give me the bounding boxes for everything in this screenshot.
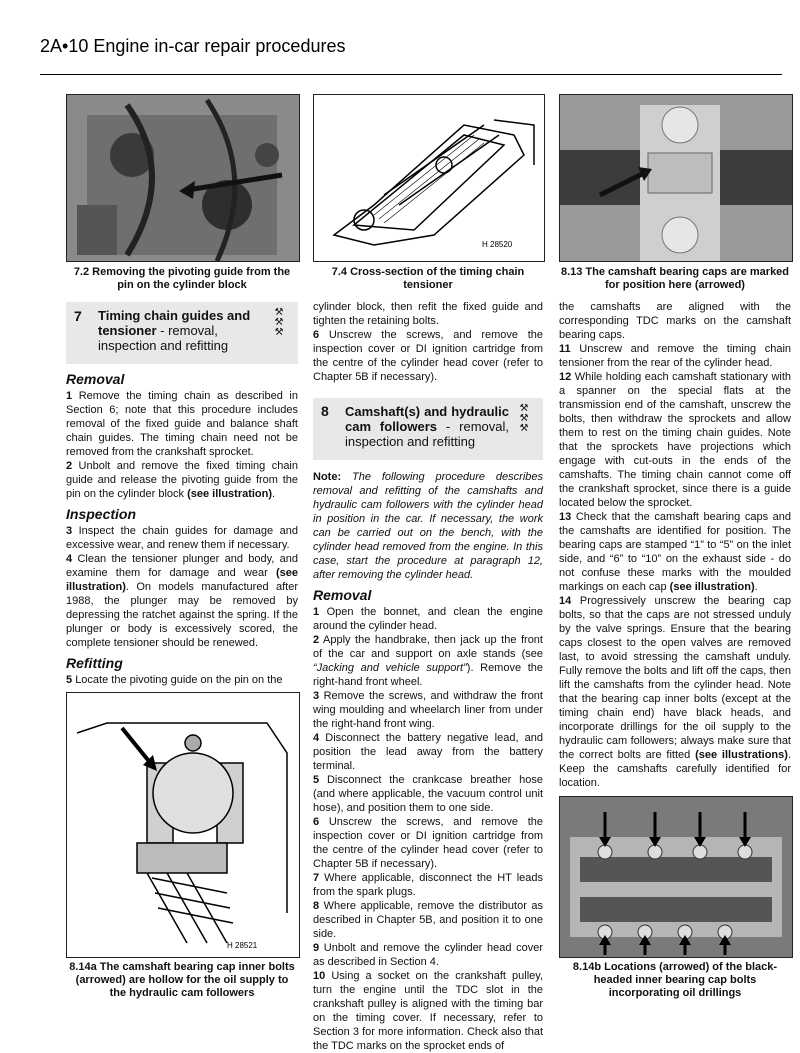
ref-code-b: H 28521	[227, 941, 258, 950]
caption-7-4: 7.4 Cross-section of the timing chain tensioner	[331, 266, 525, 291]
diagram-7-4	[313, 94, 545, 262]
para-8-12: 12 While holding each camshaft stationary with a spanner on the special flats at the transmission end of the camshaft, unscrew the bolts, then withdraw the sprockets and allow them to rest on the timing chain guides. Note that the sprockets have projections which engage with cut-outs in the ends of the camshafts. The timing chain cannot come off the crankshaft sprocket, since there is a guide located below the sprocket.	[559, 371, 792, 509]
inspection-heading: Inspection	[66, 506, 137, 522]
para-8-6: 6 Unscrew the screws, and remove the inspection cover or DI ignition cartridge from the centre of the cylinder head cover (refer to Chapter 5B if necessary).	[313, 816, 543, 870]
para-8-1: 1 Open the bonnet, and clean the engine around the cylinder head.	[313, 606, 543, 632]
note: Note: The following procedure describes removal and refitting of the camshafts and hydraulic cam followers with the cylinder head in position in the car. If necessary, the work can be carried out on the bench, with the cylinder head removed from the engine. In this case, start the procedure at paragraph 12, after removing the cylinder head.	[313, 471, 543, 581]
bearing-cap-photo	[560, 95, 792, 261]
ref-code: H 28520	[482, 240, 513, 249]
para-7-6: 6 Unscrew the screws, and remove the inspection cover or DI ignition cartridge from the centre of the cylinder head cover (refer to Chapter 5B if necessary).	[313, 329, 543, 383]
column-1	[66, 302, 298, 687]
para-7-5: 5 Locate the pivoting guide on the pin on the	[66, 674, 283, 686]
tensioner-diagram	[314, 95, 544, 261]
para-8-5: 5 Disconnect the crankcase breather hose (and where applicable, the vacuum control unit hose), and position them to one side.	[313, 774, 543, 814]
cylinder-head-photo	[560, 797, 792, 957]
para-8-3: 3 Remove the screws, and withdraw the front wing moulding and wheelarch liner from under the right-hand front wing.	[313, 690, 543, 730]
refitting-heading: Refitting	[66, 655, 123, 671]
para-8-9: 9 Unbolt and remove the cylinder head cover as described in Section 4.	[313, 942, 543, 968]
column-3	[559, 300, 791, 790]
difficulty-wrench-icon-2: ⚒ ⚒ ⚒	[519, 403, 529, 434]
para-8-14: 14 Progressively unscrew the bearing cap bolts, so that the caps are not stressed unduly by the valve springs. Ensure that the bearing caps closest to the open valves are removed last, to avoid stressing the camshaft unduly. Fully remove the bolts and lift off the caps, then lift the camshafts from the cylinder head. Note that the bearing cap inner bolts (except at the timing chain end) have black heads, and incorporate drillings for the oil supply to the hydraulic cam followers; always make sure that the correct bolts are fitted (see illustrations). Keep the camshafts carefully identified for location.	[559, 595, 791, 789]
photo-8-14b	[559, 796, 793, 958]
para-7-2: 2 Unbolt and remove the fixed timing chain guide and release the pivoting guide from the pin on the cylinder block (see illustration).	[66, 460, 298, 500]
diagram-8-14a	[66, 692, 300, 958]
removal-heading: Removal	[66, 371, 125, 387]
para-8-8: 8 Where applicable, remove the distributor as described in Chapter 5B, and position it to one side.	[313, 900, 543, 940]
photo-7-2	[66, 94, 300, 262]
para-8-4: 4 Disconnect the battery negative lead, and position the lead away from the battery terminal.	[313, 732, 543, 772]
para-8-11: 11 Unscrew and remove the timing chain tensioner from the rear of the cylinder head.	[559, 343, 792, 369]
para-7-4: 4 Clean the tensioner plunger and body, and examine them for damage and wear (see illustration). On models manufactured after 1988, the plunger may be removed by depressing the ratchet against the spring. If the plunger or body is excessively scored, the complete tensioner should be renewed.	[66, 553, 298, 649]
section-7-heading-box	[66, 302, 298, 364]
engine-photo-image	[67, 95, 299, 261]
section-8-heading-box	[313, 398, 543, 460]
para-8-7: 7 Where applicable, disconnect the HT leads from the spark plugs.	[313, 872, 543, 898]
removal-heading-8: Removal	[313, 587, 372, 603]
caption-7-2: 7.2 Removing the pivoting guide from the pin on the cylinder block	[73, 266, 291, 291]
header-rule	[40, 74, 782, 75]
para-8-10: 10 Using a socket on the crankshaft pulley, turn the engine until the TDC slot in the crankshaft pulley is aligned with the timing bar on the timing cover. If necessary, refer to Section 3 for more information. Check also that the TDC marks on the sprocket ends of	[313, 970, 544, 1052]
caption-8-14b: 8.14b Locations (arrowed) of the black-headed inner bearing cap bolts incorporating oil drillings	[572, 961, 778, 999]
photo-8-13	[559, 94, 793, 262]
caption-8-13: 8.13 The camshaft bearing caps are marked for position here (arrowed)	[560, 266, 790, 291]
cam-follower-diagram	[67, 693, 299, 957]
section-7-number: 7	[74, 308, 82, 324]
column-2	[313, 300, 543, 1053]
caption-8-14a: 8.14a The camshaft bearing cap inner bolts (arrowed) are hollow for the oil supply to the hydraulic cam followers	[69, 961, 295, 999]
section-7-title: Timing chain guides and tensioner - removal, inspection and refitting	[98, 308, 251, 353]
section-8-number: 8	[321, 403, 329, 419]
para-7-1: 1 Remove the timing chain as described in Section 6; note that this procedure includes removal of the fixed guide and balance shaft chain guides. The timing chain need not be removed from the crankshaft sprocket.	[66, 390, 298, 458]
para-8-10-cont: the camshafts are aligned with the corresponding TDC marks on the camshaft bearing caps.	[559, 301, 791, 341]
para-8-13: 13 Check that the camshaft bearing caps and the camshafts are identified for position. The bearing caps are stamped “1” to “5” on the inlet side, and “6” to “10” on the exhaust side - do not confuse these marks with the moulded markings on each cap (see illustration).	[559, 511, 791, 593]
page-header: 2A•10 Engine in-car repair procedures	[40, 36, 346, 56]
para-7-3: 3 Inspect the chain guides for damage and excessive wear, and renew them if necessary.	[66, 525, 298, 551]
para-7-5-cont: cylinder block, then refit the fixed guide and tighten the retaining bolts.	[313, 301, 543, 327]
para-8-2: 2 Apply the handbrake, then jack up the front of the car and support on axle stands (see “Jacking and vehicle support”). Remove the right-hand front wheel.	[313, 634, 543, 688]
section-8-title: Camshaft(s) and hydraulic cam followers - removal, inspection and refitting	[345, 404, 509, 449]
difficulty-wrench-icon: ⚒ ⚒ ⚒	[274, 307, 284, 338]
